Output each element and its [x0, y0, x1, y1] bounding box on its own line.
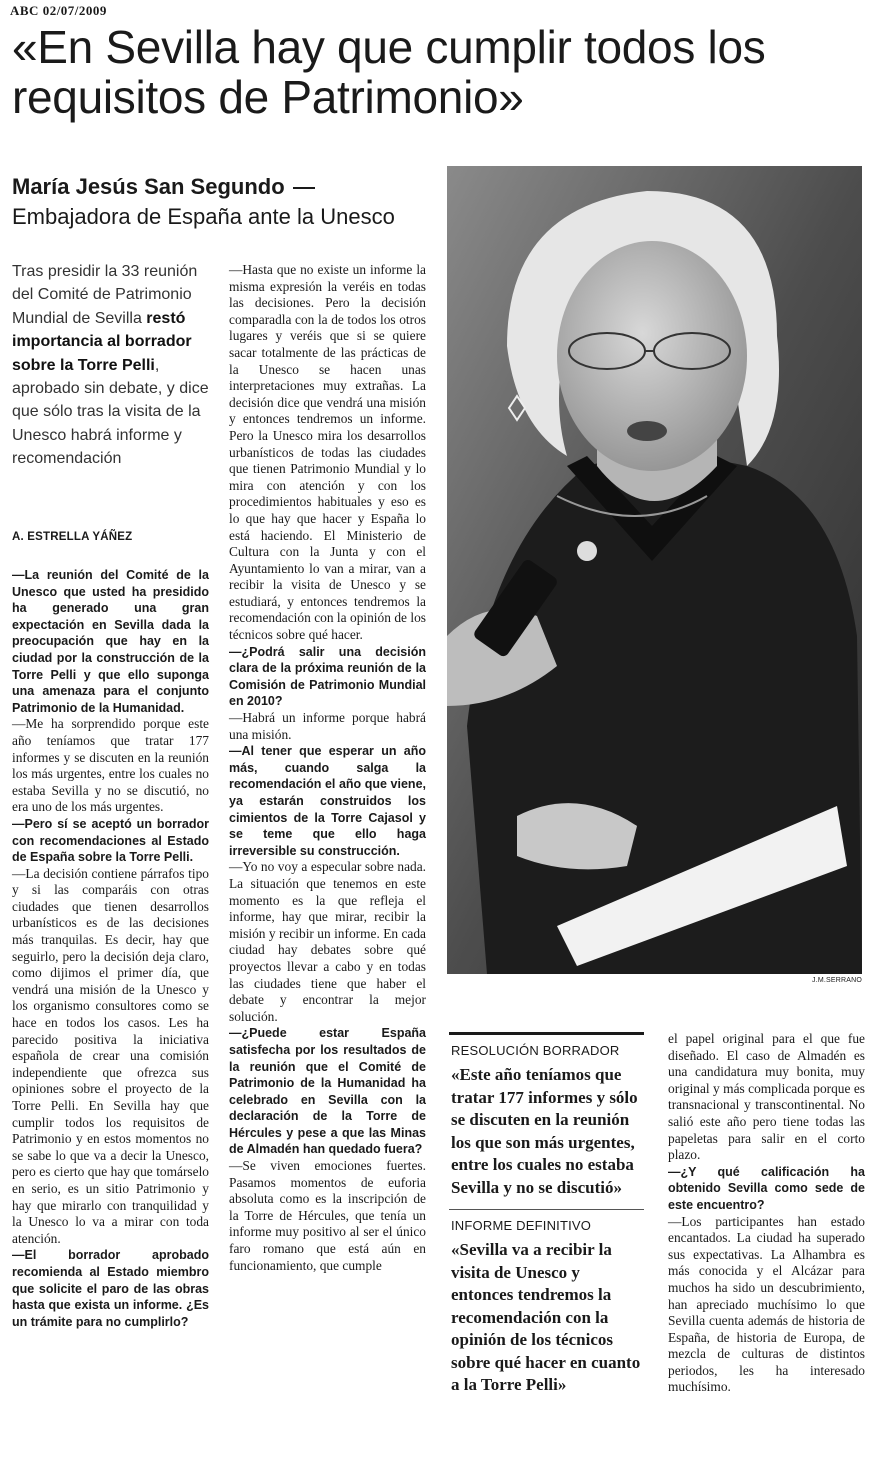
- lead-text-bold: restó importancia al borrador sobre la Torre Pelli: [12, 309, 192, 374]
- article-column-2: [229, 262, 426, 1274]
- portrait-photo: [447, 166, 862, 974]
- byline-name: María Jesús San Segundo: [12, 174, 285, 199]
- byline-role: Embajadora de España ante la Unesco: [12, 204, 395, 229]
- masthead: ABC 02/07/2009: [10, 3, 107, 18]
- interview-question: —La reunión del Comité de la Unesco que usted ha presidido ha generado una gran expectación en Sevilla dada la preocupación que hay en la ciudad por la construcción de la Torre Pelli y que ello suponga una amenaza para el conjunto Patrimonio de la Humanidad.: [12, 568, 209, 715]
- lead-text-2: , aprobado sin debate, y dice que sólo tras la visita de la Unesco habrá informe y recomendación: [12, 356, 209, 468]
- interview-question: —¿Puede estar España satisfecha por los resultados de la reunión que el Comité de Patrimonio de la Humanidad ha celebrado en Sevilla con la declaración de la Torre de Hércules y pese a que las Minas de Almadén han quedado fuera?: [229, 1026, 426, 1157]
- interview-answer: —Yo no voy a especular sobre nada. La situación que tenemos en este momento es la que refleja el informe, hay que mirar, recibir la misión y recibir un informe. En cada ciudad hay debates sobre qué proyectos llevar a cabo y en todas las ciudades tiene que haber el debate y encontrar la mejor solución.: [229, 859, 426, 1024]
- interview-answer: el papel original para el que fue diseñado. El caso de Almadén es una candidatura muy bonita, muy original y más complicada porque es transnacional y transcontinental. No salió este año pero tiene todas las papeletas para salir en el corto plazo.: [668, 1031, 865, 1163]
- sidebar-quote-1: «Este año teníamos que tratar 177 informes y sólo se discuten en la reunión los que son más urgentes, entre los cuales no estaba Sevilla y no se discutió»: [451, 1065, 638, 1197]
- sidebar-label-1: RESOLUCIÓN BORRADOR: [451, 1043, 620, 1058]
- interview-question: —¿Podrá salir una decisión clara de la próxima reunión de la Comisión de Patrimonio Mundial en 2010?: [229, 644, 426, 709]
- pull-quote-sidebar: [449, 1032, 644, 1397]
- headline: «En Sevilla hay que cumplir todos los requisitos de Patrimonio»: [12, 21, 766, 123]
- sidebar-top-rule: [449, 1032, 644, 1035]
- byline-rule: [293, 187, 315, 189]
- photo-credit: J.M.SERRANO: [812, 977, 863, 984]
- lead-text-1: Tras presidir la 33 reunión del Comité de Patrimonio Mundial de Sevilla: [12, 263, 198, 327]
- article-column-3: [668, 1031, 865, 1396]
- interview-answer: —Los participantes han estado encantados. La ciudad ha superado sus expectativas. La Alhambra es más conocida y el Alcázar para muchos ha sido un descubrimiento, han apreciado muchísimo lo que Sevilla cuenta además de historia de España, de historia de Europa, de mezcla de culturas de distintos periodos, les ha interesado muchísimo.: [668, 1213, 865, 1395]
- lead-paragraph: [12, 260, 212, 471]
- interview-question: —¿Y qué calificación ha obtenido Sevilla como sede de este encuentro?: [668, 1164, 865, 1212]
- sidebar-quote-2: «Sevilla va a recibir la visita de Unesco y entonces tendremos la recomendación con la opinión de los técnicos sobre qué hacer en cuanto a la Torre Pelli»: [451, 1240, 641, 1394]
- interview-question: —Pero sí se aceptó un borrador con recomendaciones al Estado de España sobre la Torre Pelli.: [12, 816, 209, 865]
- sidebar-divider: [449, 1209, 644, 1210]
- interview-answer: —La decisión contiene párrafos tipo y si las comparáis con otras ciudades que tienen desarrollos urbanísticos es de las decisiones más tranquilas. Es decir, hay que seguirlo, pero la decisión deja claro, como dijimos el primer día, que vendrá una misión de la Unesco y los organismo consultores como se hace en todos los casos. Les ha parecido positiva la iniciativa española de crear una comisión independiente que ofrezca sus opiniones sobre el proyecto de la Torre Pelli. En Sevilla hay que cumplir todos los requisitos de Patrimonio y en estos momentos no se sabe lo que va a decir la Unesco, pero es cierto que hay que tomárselo en serio, es un sitio Patrimonio y hay que mirarlo con tranquilidad y la Unesco lo va a mirar con toda atención.: [12, 865, 209, 1246]
- interview-question: —El borrador aprobado recomienda al Estado miembro que solicite el paro de las obras hasta que exista un informe. ¿Es un trámite para no cumplirlo?: [12, 1248, 209, 1329]
- sidebar-label-2: INFORME DEFINITIVO: [451, 1218, 592, 1233]
- author-credit: A. ESTRELLA YÁÑEZ: [12, 531, 133, 543]
- interview-question: —Al tener que esperar un año más, cuando salga la recomendación el año que viene, ya estarán construidos los cimientos de la Torre Cajasol y se teme que ello haga irreversible su construcción.: [229, 744, 426, 858]
- interview-answer: —Se viven emociones fuertes. Pasamos momentos de euforia absoluta como es la inscripción de la Torre de Hércules, que tenía un informe muy positivo al ser el único faro romano que está aún en funcionamiento, que cumple: [229, 1158, 426, 1273]
- interview-answer: —Habrá un informe porque habrá una misión.: [229, 710, 426, 742]
- byline: [12, 172, 442, 232]
- article-column-1: [12, 567, 209, 1330]
- portrait-photo-illustration: [447, 166, 862, 974]
- interview-answer: —Me ha sorprendido porque este año teníamos que tratar 177 informes y se discuten en la reunión los más urgentes, entre los cuales no estaba Sevilla y no se discutió, no era uno de los más urgentes.: [12, 716, 209, 815]
- interview-answer: —Hasta que no existe un informe la misma expresión la veréis en todas las decisiones. Pero la decisión comparadla con la de todos los otros lugares y veréis que si se quiere sacar totalmente de las prácticas de la Unesco se hacen unas interpretaciones muy extrañas. La decisión dice que vendrá una misión y entonces tendremos un informe. Pero la Unesco mira los desarrollos urbanísticos de todas las ciudades que tienen Patrimonio Mundial y lo mira con atención y con los procedimientos habituales y eso es lo que hay que hacer y España lo está haciendo. El Ministerio de Cultura con la Junta y con el Ayuntamiento lo van a mirar, van a recibir la visita de Unesco y se estudiará, y entonces tendremos la recomendación con la opinión de los técnicos sobre qué hacer.: [229, 262, 426, 643]
